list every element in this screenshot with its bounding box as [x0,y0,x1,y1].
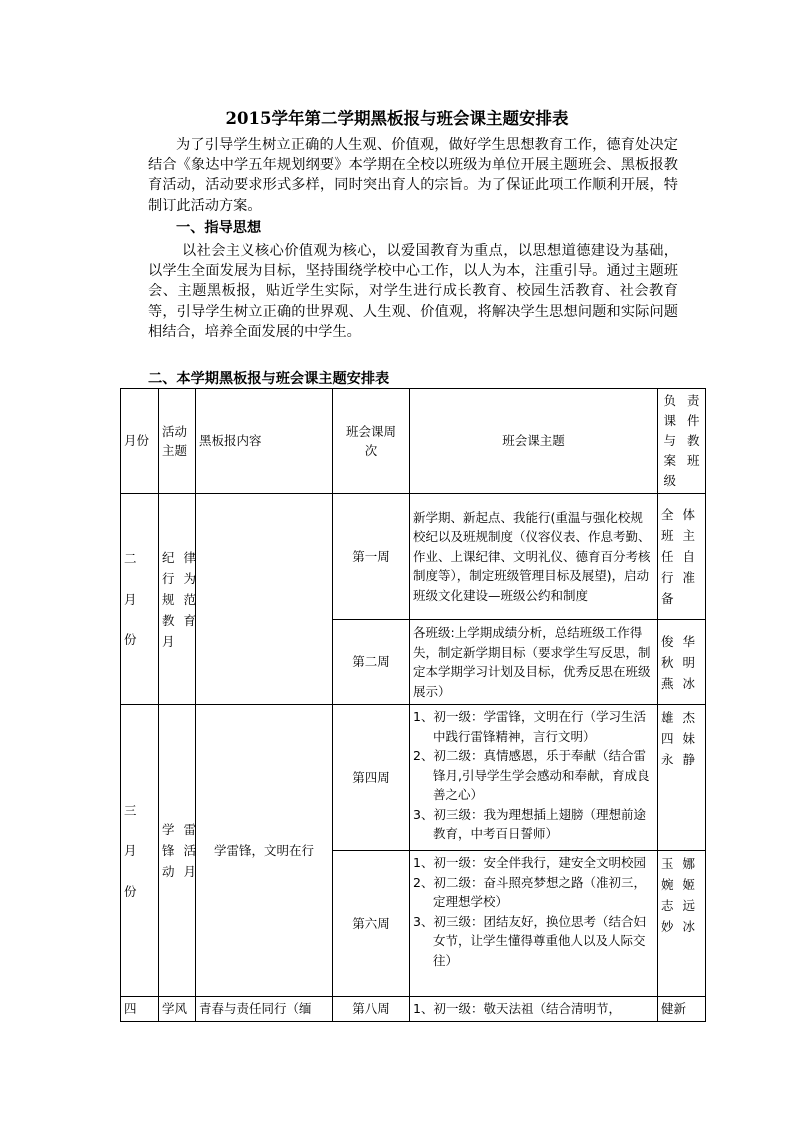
section2-heading: 二、本学期黑板报与班会课主题安排表 [148,371,390,387]
topic-cell [410,705,658,851]
header-week: 班会课周次 [333,389,410,494]
week-cell: 第二周 [333,620,410,705]
table-row [121,494,706,620]
owner-cell: 雄杰 四妹 永静 [658,705,706,851]
theme-cell-apr: 学风 [159,997,196,1022]
topic-cell: 各班级:上学期成绩分析，总结班级工作得失，制定新学期目标（要求学生写反思，制定本学期学习计划及目标，优秀反思在班级展示） [410,620,658,705]
theme-cell-mar: 学雷锋活动月 [159,705,196,997]
week-cell: 第四周 [333,705,410,851]
table-row [121,997,706,1022]
theme-cell-feb: 纪律行为规范教育月 [159,494,196,705]
header-month: 月份 [121,389,159,494]
list-item: 2、初二级：奋斗照亮梦想之路（准初三，定理想学校） [413,874,646,909]
owner-cell: 俊华 秋明 燕冰 [658,620,706,705]
header-owner: 负责课件与教案班级 [658,389,706,494]
owner-cell: 健新 [658,997,706,1022]
intro-paragraph: 为了引导学生树立正确的人生观、价值观，做好学生思想教育工作，德育处决定结合《象达中学五年规划纲要》本学期在全校以班级为单位开展主题班会、黑板报教育活动，活动要求形式多样，同时突出育人的宗旨。为了保证此项工作顺利开展，特制订此活动方案。 [148,137,678,214]
list-item: 1、初一级：学雷锋，文明在行（学习生活中践行雷锋精神，言行文明） [413,709,646,744]
list-item: 2、初二级：真情感恩，乐于奉献（结合雷锋月,引导学生学会感动和奉献，育成良善之心） [413,748,650,802]
board-cell-apr: 青春与责任同行（缅 [196,997,333,1022]
header-topic: 班会课主题 [410,389,658,494]
month-cell-apr: 四 [121,997,159,1022]
document-title: 2015学年第二学期黑板报与班会课主题安排表 [225,109,569,128]
topic-cell: 1、初一级：敬天法祖（结合清明节， [410,997,658,1022]
week-cell: 第一周 [333,494,410,620]
topic-cell [410,851,658,997]
section1-heading: 一、指导思想 [176,220,262,236]
owner-cell: 全体班主任自行准备 [658,494,706,620]
table-row [121,705,706,851]
month-cell-mar: 三 月 份 [121,705,159,997]
month-cell-feb: 二 月 份 [121,494,159,705]
section1-body: 以社会主义核心价值观为核心，以爱国教育为重点，以思想道德建设为基础，以学生全面发展为目标，坚持围绕学校中心工作，以人为本，注重引导。通过主题班会、主题黑板报，贴近学生实际，对学生进行成长教育、校园生活教育、社会教育等，引导学生树立正确的世界观、人生观、价值观，将解决学生思想问题和实际问题相结合，培养全面发展的中学生。 [148,243,678,340]
header-board: 黑板报内容 [196,389,333,494]
schedule-table [120,388,706,1022]
list-item: 1、初一级：安全伴我行，建安全文明校园 [413,855,646,870]
week-cell: 第八周 [333,997,410,1022]
board-cell-feb [196,494,333,705]
topic-cell: 新学期、新起点、我能行(重温与强化校规校纪以及班规制度（仪容仪表、作息考勤、作业、上课纪律、文明礼仪、德育百分考核制度等），制定班级管理目标及展望)，启动班级文化建设—班级公约和制度 [410,494,658,620]
list-item: 3、初三级：团结友好，换位思考（结合妇女节，让学生懂得尊重他人以及人际交往） [413,913,646,968]
table-header-row [121,389,706,494]
owner-cell: 玉娜 婉姬 志远 妙冰 [658,851,706,997]
board-cell-mar: 学雷锋，文明在行 [196,705,333,997]
header-theme: 活动主题 [159,389,196,494]
week-cell: 第六周 [333,851,410,997]
list-item: 3、初三级：我为理想插上翅膀（理想前途教育，中考百日誓师） [413,806,646,841]
